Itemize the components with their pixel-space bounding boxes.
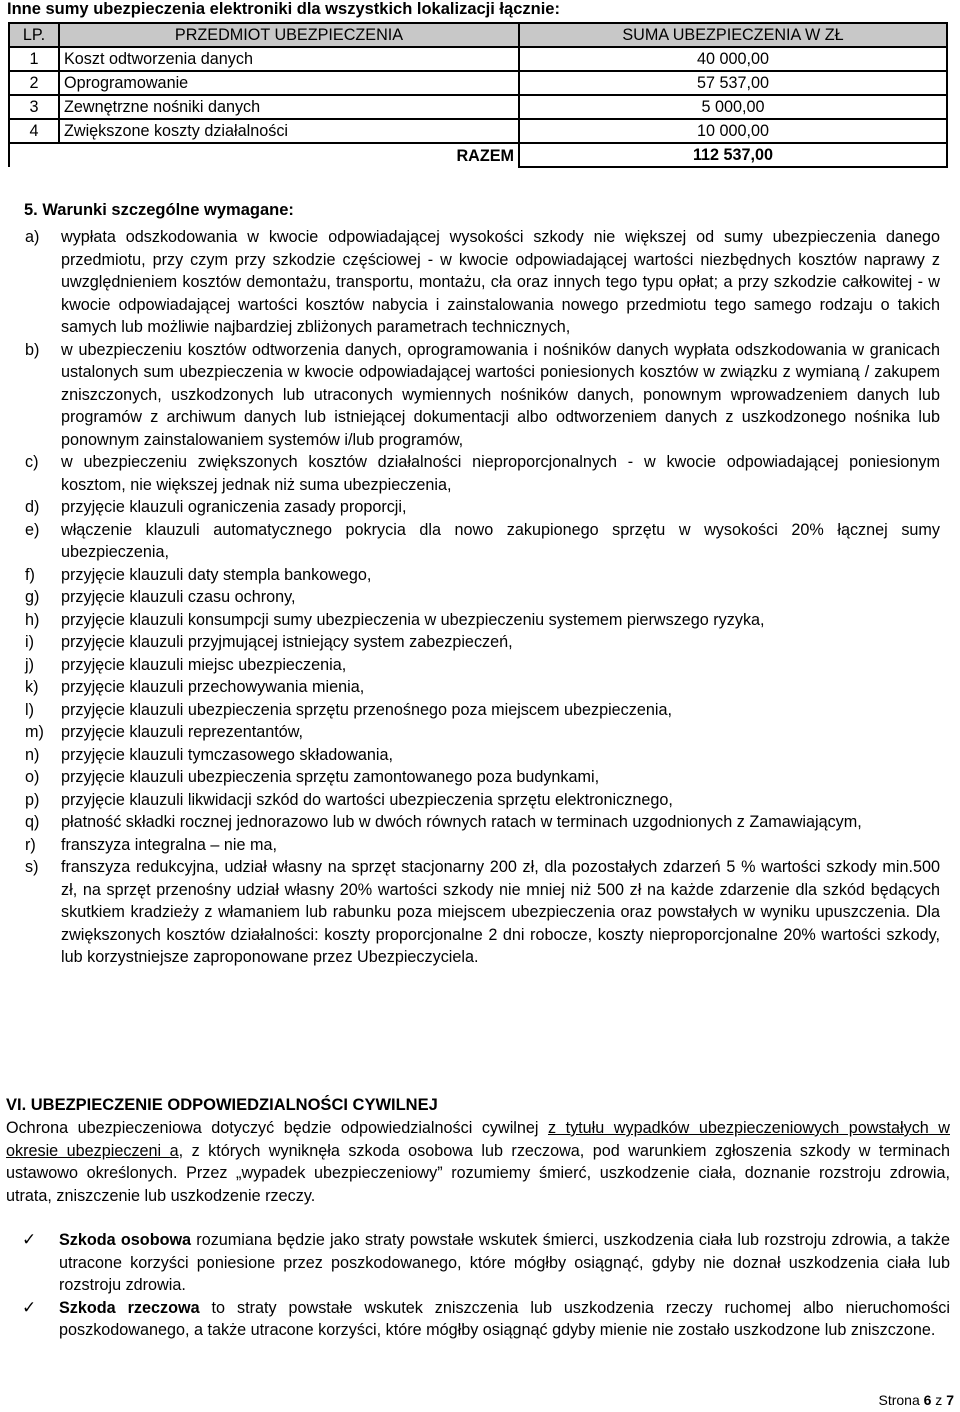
item-marker: s) [25,858,39,876]
item-text: przyjęcie klauzuli reprezentantów, [61,723,304,741]
row-lp: 4 [9,119,59,143]
item-text: przyjęcie klauzuli przyjmującej istniejący system zabezpieczeń, [61,633,513,651]
list-item [6,1297,950,1342]
row-sum: 5 000,00 [519,95,947,119]
list-item [25,744,940,767]
row-lp: 3 [9,95,59,119]
list-item [25,339,940,452]
header-item: PRZEDMIOT UBEZPIECZENIA [59,23,519,47]
section-6-paragraph [6,1117,950,1207]
list-item [25,811,940,834]
damage-description: to straty powstałe wskutek zniszczenia lub uszkodzenia rzeczy ruchomej albo nieruchomości poszkodowanego, a także utracone korzyści, które mógłby osiągnąć gdyby mienie nie zostało uszkodzone lub zniszczone. [59,1298,950,1339]
table-row [9,71,947,95]
list-item [25,564,940,587]
item-text: przyjęcie klauzuli ograniczenia zasady proporcji, [61,498,407,516]
list-item [25,586,940,609]
checkmark-icon: ✓ [22,1230,37,1250]
row-item: Koszt odtworzenia danych [59,47,519,71]
conditions-list [25,226,940,969]
item-marker: k) [25,678,39,696]
table-row [9,95,947,119]
page-prefix: Strona [878,1392,924,1408]
list-item [25,654,940,677]
checkmark-icon: ✓ [22,1297,37,1318]
list-item [25,451,940,496]
damage-term: Szkoda osobowa [59,1231,192,1249]
list-item [25,834,940,857]
current-page: 6 [923,1392,932,1408]
item-text: przyjęcie klauzuli przechowywania mienia, [61,678,365,696]
list-item [25,766,940,789]
row-sum: 10 000,00 [519,119,947,143]
item-marker: f) [25,565,35,584]
item-marker: o) [25,768,40,786]
item-text: przyjęcie klauzuli likwidacji szkód do wartości ubezpieczenia sprzętu elektronicznego, [61,790,673,809]
item-marker: n) [25,745,40,764]
list-item [25,856,940,969]
item-text: przyjęcie klauzuli miejsc ubezpieczenia, [61,655,347,674]
paragraph-text-underlined: z tytułu wypadków ubezpieczeniowych powstałych w okresie ubezpieczeni a [6,1119,950,1160]
item-text: przyjęcie klauzuli konsumpcji sumy ubezpieczenia w ubezpieczeniu systemem pierwszego ryzyka, [61,610,765,629]
total-value: 112 537,00 [519,143,947,167]
damage-types-list [6,1229,950,1342]
item-marker: e) [25,520,40,539]
item-text: włączenie klauzuli automatycznego pokrycia dla nowo zakupionego sprzętu w wysokości 20% łącznej sumy ubezpieczenia, [61,520,940,561]
item-marker: m) [25,723,44,741]
list-item [25,226,940,339]
damage-description: rozumiana będzie jako straty powstałe wskutek śmierci, uszkodzenia ciała lub rozstroju zdrowia, a także utracone korzyści poniesione przez poszkodowanego, które mógłby osiągnąć, gdyby nie doznał uszkodzenia ciała lub rozstroju zdrowia. [59,1231,950,1294]
table-row [9,47,947,71]
item-marker: c) [25,453,39,471]
item-text: franszyza integralna – nie ma, [61,835,277,854]
section-5-title: 5. Warunki szczególne wymagane: [24,201,294,219]
list-item [25,519,940,564]
list-item [25,631,940,654]
table-header-row [9,23,947,47]
row-sum: 57 537,00 [519,71,947,95]
header-sum: SUMA UBEZPIECZENIA W ZŁ [519,23,947,47]
table-row [9,119,947,143]
table-total-row [9,143,947,167]
table-title: Inne sumy ubezpieczenia elektroniki dla wszystkich lokalizacji łącznie: [7,0,560,18]
item-text: w ubezpieczeniu zwiększonych kosztów działalności nieproporcjonalnych - w kwocie odpowiadającej poniesionym kosztom, nie większej jednak niż suma ubezpieczenia, [61,453,940,494]
list-item [25,496,940,519]
item-marker: h) [25,610,40,629]
item-text: przyjęcie klauzuli czasu ochrony, [61,588,296,606]
item-text: przyjęcie klauzuli ubezpieczenia sprzętu przenośnego poza miejscem ubezpieczenia, [61,700,672,719]
total-label: RAZEM [9,143,519,167]
item-text: franszyza redukcyjna, udział własny na sprzęt stacjonarny 200 zł, dla pozostałych zdarzeń 5 % wartości szkody min.500 zł, na sprzęt przenośny udział własny 20% wartości szkody nie mniej niż 500 zł na każde zdarzenie dla szkód będących skutkiem kradzieży z włamaniem lub rabunku poza miejscem ubezpieczenia oraz powstałych w wyniku upuszczenia. Dla zwiększonych kosztów działalności: koszty proporcjonalne 2 dni robocze, koszty nieproporcjonalne 20% wartości szkody, lub korzystniejsze zaproponowane przez Ubezpieczyciela. [61,858,940,966]
header-lp: LP. [9,23,59,47]
row-item: Zewnętrzne nośniki danych [59,95,519,119]
item-marker: r) [25,835,36,854]
row-item: Oprogramowanie [59,71,519,95]
list-item [25,676,940,699]
item-text: przyjęcie klauzuli ubezpieczenia sprzętu zamontowanego poza budynkami, [61,768,600,786]
item-marker: b) [25,340,40,359]
item-text: w ubezpieczeniu kosztów odtworzenia danych, oprogramowania i nośników danych wypłata odszkodowania w granicach ustalonych sum ubezpieczenia w kwocie odpowiadającej wartości poniesionych kosztów w związku z wymianą / zakupem zniszczonych, uszkodzonych lub utraconych wymiennych nośników danych, ponownym wprowadzeniem danych lub programów z archiwum danych lub istniejącej dokumentacji albo odtworzeniem danych z uszkodzonego nośnika lub ponownym zainstalowaniem systemów i/lub programów, [61,340,940,449]
page-number [878,1392,954,1408]
item-marker: a) [25,228,40,246]
page-separator: z [931,1392,947,1408]
item-marker: d) [25,498,40,516]
item-text: płatność składki rocznej jednorazowo lub w dwóch równych ratach w terminach uzgodnionych z Zamawiającym, [61,813,862,831]
item-marker: q) [25,813,40,831]
list-item [25,721,940,744]
list-item [25,609,940,632]
item-text: przyjęcie klauzuli daty stempla bankowego, [61,565,372,584]
paragraph-text-start: Ochrona ubezpieczeniowa dotyczyć będzie odpowiedzialności cywilnej [6,1119,548,1137]
item-marker: p) [25,790,40,809]
item-marker: j) [25,655,34,674]
list-item [25,789,940,812]
item-text: wypłata odszkodowania w kwocie odpowiadającej wysokości szkody nie większej od sumy ubezpieczenia danego przedmiotu, przy czym przy szkodzie częściowej - w kwocie odpowiadającej wartości niezbędnych kosztów naprawy z uwzględnieniem kosztów demontażu, transportu, montażu, cła oraz innych tego typu opłat; a przy szkodzie całkowitej - w kwocie odpowiadającej wartości kosztów nabycia i zainstalowania nowego przedmiotu tego samego rodzaju o takich samych lub możliwie najbardziej zbliżonych parametrach technicznych, [61,228,940,336]
total-pages: 7 [946,1392,954,1408]
row-lp: 1 [9,47,59,71]
row-item: Zwiększone koszty działalności [59,119,519,143]
list-item [25,699,940,722]
item-text: przyjęcie klauzuli tymczasowego składowania, [61,745,393,764]
paragraph-text-end: , z których wyniknęła szkoda osobowa lub rzeczowa, pod warunkiem zgłoszenia szkody w terminach ustawowo określonych. Przez „wypadek ubezpieczeniowy” rozumiemy śmierć, uszkodzenie ciała, doznanie rozstroju zdrowia, utrata, zniszczenie lub uszkodzenie rzeczy. [6,1141,950,1205]
section-6-title: VI. UBEZPIECZENIE ODPOWIEDZIALNOŚCI CYWILNEJ [6,1096,438,1114]
row-sum: 40 000,00 [519,47,947,71]
damage-term: Szkoda rzeczowa [59,1298,200,1317]
row-lp: 2 [9,71,59,95]
sum-insured-table [8,22,948,168]
item-marker: i) [25,633,34,651]
list-item [6,1229,950,1297]
item-marker: g) [25,588,40,606]
item-marker: l) [25,700,34,719]
